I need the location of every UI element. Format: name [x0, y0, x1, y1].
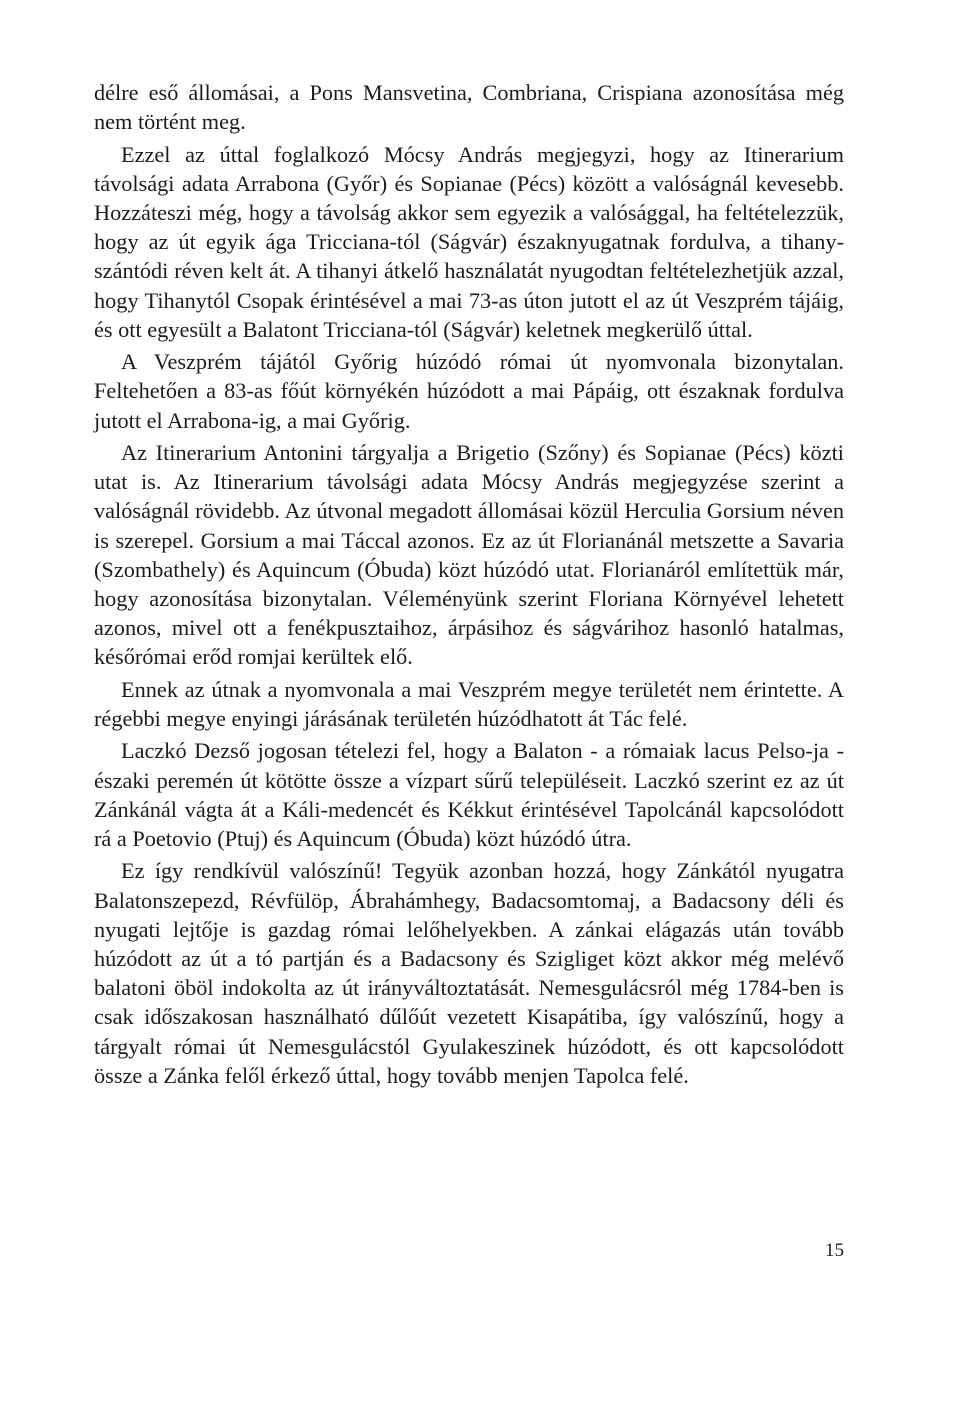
paragraph-4: Az Itinerarium Antonini tárgyalja a Brigetio (Szőny) és Sopianae (Pécs) közti utat is. Az Itinerarium távolsági adata Mócsy András megjegyzése szerint a valóságnál rövidebb. Az útvonal megadott állomásai közül Herculia Gorsium néven is szerepel. Gorsium a mai Táccal azonos. Ez az út Florianánál metszette a Savaria (Szombathely) és Aquincum (Óbuda) közt húzódó utat. Florianáról említettük már, hogy azonosítása bizonytalan. Véleményünk szerint Floriana Környével lehetett azonos, mivel ott a fenékpusztaihoz, árpásihoz és ságvárihoz hasonló hatalmas, későrómai erőd romjai kerültek elő.: [94, 440, 844, 670]
paragraph-5: Ennek az útnak a nyomvonala a mai Veszprém megye területét nem érintette. A régebbi megye enyingi járásának területén húzódhatott át Tác felé.: [94, 676, 844, 732]
paragraph-1: délre eső állomásai, a Pons Mansvetina, Combriana, Crispiana azonosítása még nem történt meg.: [94, 80, 844, 135]
page-body: [94, 78, 844, 1093]
paragraph-2: Ezzel az úttal foglalkozó Mócsy András megjegyzi, hogy az Itinerarium távolsági adata Arrabona (Győr) és Sopianae (Pécs) között a valóságnál kevesebb. Hozzáteszi még, hogy a távolság akkor sem egyezik a valósággal, ha feltételezzük, hogy az út egyik ága Tricciana-tól (Ságvár) északnyugatnak fordulva, a tihany-szántódi réven kelt át. A tihanyi átkelő használatát nyugodtan feltételezhetjük azzal, hogy Tihanytól Csopak érintésével a mai 73-as úton jutott el az út Veszprém tájáig, és ott egyesült a Balatont Tricciana-tól (Ságvár) keletnek megkerülő úttal.: [94, 141, 844, 342]
paragraph-3: A Veszprém tájától Győrig húzódó római út nyomvonala bizonytalan. Feltehetően a 83-as főút környékén húzódott a mai Pápáig, ott északnak fordulva jutott el Arrabona-ig, a mai Győrig.: [94, 349, 844, 433]
paragraph-6: Laczkó Dezső jogosan tételezi fel, hogy a Balaton - a rómaiak lacus Pelso-ja - északi peremén út kötötte össze a vízpart sűrű településeit. Laczkó szerint ez az út Zánkánál vágta át a Káli-medencét és Kékkut érintésével Tapolcánál kapcsolódott rá a Poetovio (Ptuj) és Aquincum (Óbuda) közt húzódó útra.: [94, 738, 844, 852]
page-number: 15: [825, 1240, 844, 1261]
paragraph-7: Ez így rendkívül valószínű! Tegyük azonban hozzá, hogy Zánkától nyugatra Balatonszepezd, Révfülöp, Ábrahámhegy, Badacsomtomaj, a Badacsony déli és nyugati lejtője is gazdag római lelőhelyekben. A zánkai elágazás után tovább húzódott az út a tó partján és a Badacsony és Szigliget közt akkor még melévő balatoni öböl indokolta az út irányváltoztatását. Nemesgulácsról még 1784-ben is csak időszakosan használható dűlőút vezetett Kisapátiba, így valószínű, hogy a tárgyalt római út Nemesgulácstól Gyulakeszinek húzódott, és ott kapcsolódott össze a Zánka felől érkező úttal, hogy tovább menjen Tapolca felé.: [94, 858, 844, 1088]
